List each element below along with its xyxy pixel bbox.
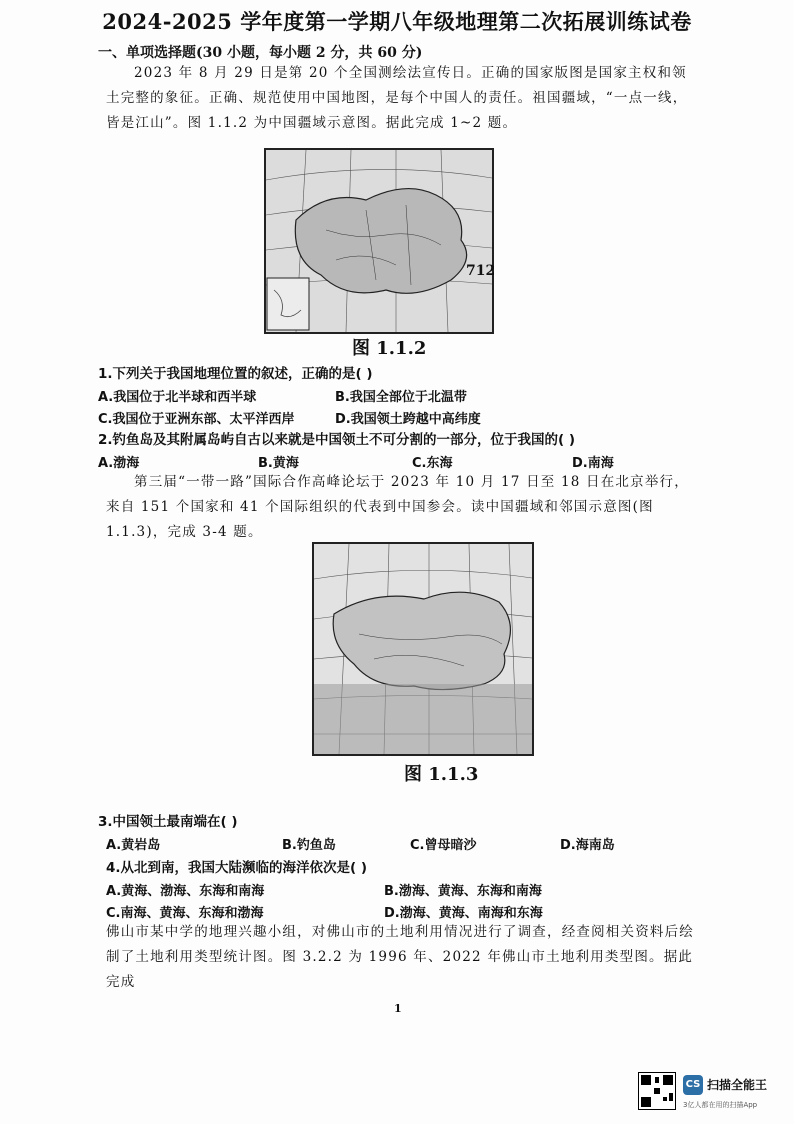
q4-option-c: C.南海、黄海、东海和渤海 bbox=[106, 906, 264, 921]
q1-option-c: C.我国位于亚洲东部、太平洋西岸 bbox=[98, 412, 295, 427]
question-3-stem: 3.中国领土最南端在( ) bbox=[98, 814, 238, 830]
camscanner-logo-icon: CS bbox=[683, 1075, 703, 1095]
qr-code-icon bbox=[638, 1072, 676, 1110]
question-2-stem: 2.钓鱼岛及其附属岛屿自古以来就是中国领土不可分割的一部分，位于我国的( ) bbox=[98, 432, 576, 448]
q3-option-b: B.钓鱼岛 bbox=[282, 838, 336, 853]
q4-option-b: B.渤海、黄海、东海和南海 bbox=[384, 884, 542, 899]
q4-option-d: D.渤海、黄海、南海和东海 bbox=[384, 906, 543, 921]
page-title: 2024-2025 学年度第一学期八年级地理第二次拓展训练试卷 bbox=[102, 9, 692, 34]
scanner-brand-name: 扫描全能王 bbox=[707, 1078, 768, 1092]
q3-option-c: C.曾母暗沙 bbox=[410, 838, 477, 853]
q2-option-d: D.南海 bbox=[572, 456, 614, 471]
q2-option-c: C.东海 bbox=[412, 456, 453, 471]
china-territory-map bbox=[264, 148, 494, 334]
intro-paragraph-2: 第三届“一带一路”国际合作高峰论坛于 2023 年 10 月 17 日至 18 日在北京举行，来自 151 个国家和 41 个国际组织的代表到中国参会。读中国疆域和邻国示意图(图 1.1.3)，完成 3-4 题。 bbox=[106, 474, 689, 540]
map-1-graphic bbox=[266, 150, 496, 332]
q1-option-a: A.我国位于北半球和西半球 bbox=[98, 390, 257, 405]
map-2-caption: 图 1.1.3 bbox=[404, 764, 479, 785]
intro-paragraph-3: 佛山市某中学的地理兴趣小组，对佛山市的土地利用情况进行了调查，经查阅相关资料后绘制了土地利用类型统计图。图 3.2.2 为 1996 年、2022 年佛山市土地利用类型图。据此完成 bbox=[106, 924, 694, 990]
q2-option-a: A.渤海 bbox=[98, 456, 140, 471]
map-1-caption: 图 1.1.2 bbox=[352, 338, 427, 359]
map-2-graphic bbox=[314, 544, 532, 754]
intro-paragraph-1: 2023 年 8 月 29 日是第 20 个全国测绘法宣传日。正确的国家版图是国家主权和领土完整的象征。正确、规范使用中国地图，是每个中国人的责任。祖国疆域，“一点一线，皆是江山”。图 1.1.2 为中国疆域示意图。据此完成 1~2 题。 bbox=[106, 65, 688, 131]
svg-text:712: 712 bbox=[466, 263, 496, 279]
q2-option-b: B.黄海 bbox=[258, 456, 299, 471]
q1-option-b: B.我国全部位于北温带 bbox=[335, 390, 467, 405]
q4-option-a: A.黄海、渤海、东海和南海 bbox=[106, 884, 265, 899]
china-neighbors-map bbox=[312, 542, 534, 756]
q3-option-a: A.黄岩岛 bbox=[106, 838, 161, 853]
section-heading: 一、单项选择题(30 小题，每小题 2 分，共 60 分) bbox=[98, 45, 423, 61]
question-4-stem: 4.从北到南，我国大陆濒临的海洋依次是( ) bbox=[106, 860, 368, 876]
q3-option-d: D.海南岛 bbox=[560, 838, 615, 853]
q1-option-d: D.我国领土跨越中高纬度 bbox=[335, 412, 481, 427]
page-number: 1 bbox=[394, 1002, 402, 1015]
question-1-stem: 1.下列关于我国地理位置的叙述，正确的是( ) bbox=[98, 366, 373, 382]
scanner-tagline: 3亿人都在用的扫描App bbox=[683, 1101, 758, 1109]
